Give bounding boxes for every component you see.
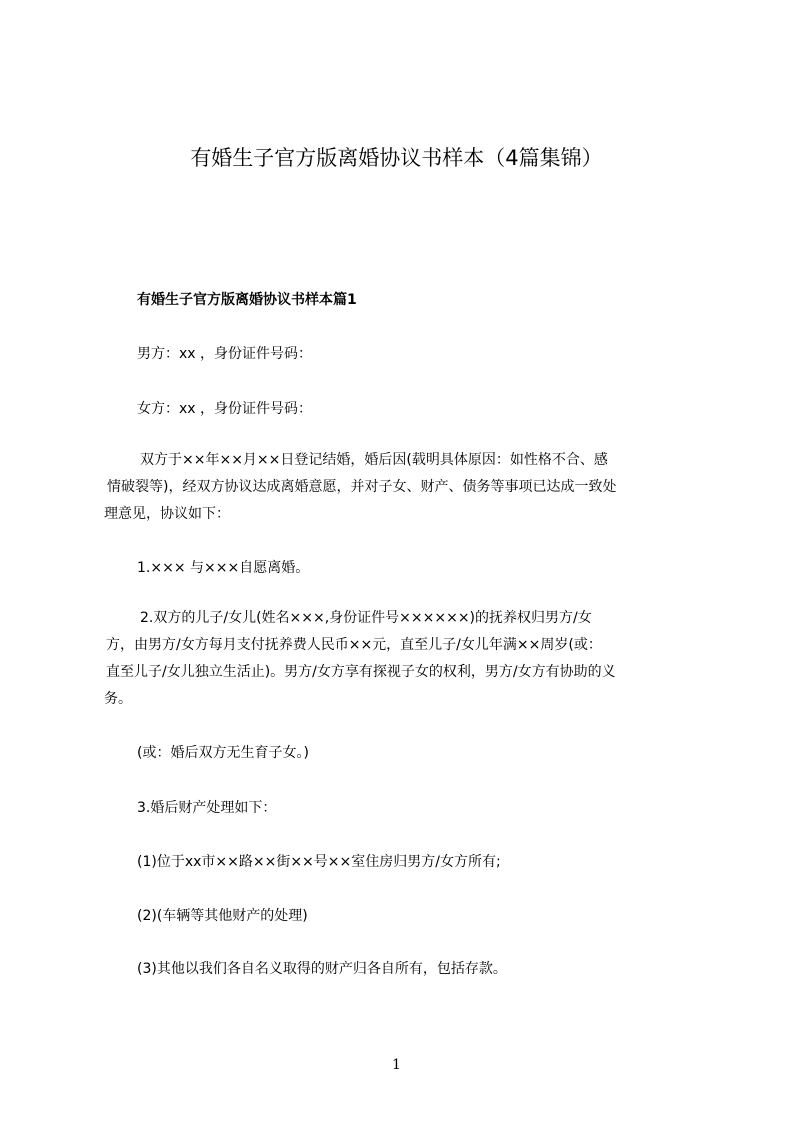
man-info-line: 男方：xx ，身份证件号码： xyxy=(137,346,313,362)
item-2-line-2: 方，由男方/女方每月支付抚养费人民币××元，直至儿子/女儿年满××周岁(或： xyxy=(106,637,602,653)
alternative-note: (或：婚后双方无生育子女。) xyxy=(137,745,309,761)
intro-line-1: 双方于××年××月××日登记结婚，婚后因(载明具体原因：如性格不合、感 xyxy=(140,452,608,468)
intro-line-2: 情破裂等)，经双方协议达成离婚意愿，并对子女、财产、债务等事项已达成一致处 xyxy=(107,479,617,495)
intro-line-3: 理意见，协议如下： xyxy=(104,506,230,522)
property-sub-item-3: (3)其他以我们各自名义取得的财产归各自所有，包括存款。 xyxy=(137,961,507,977)
item-2-line-4: 务。 xyxy=(104,691,132,707)
property-sub-item-1: (1)位于xx市××路××街××号××室住房归男方/女方所有; xyxy=(137,854,501,870)
item-2-line-1: 2.双方的儿子/女儿(姓名×××,身份证件号××××××)的抚养权归男方/女 xyxy=(140,610,592,626)
section-heading: 有婚生子官方版离婚协议书样本篇1 xyxy=(137,292,357,308)
item-2-line-3: 直至儿子/女儿独立生活止)。男方/女方享有探视子女的权利，男方/女方有协助的义 xyxy=(106,664,616,680)
page-number: 1 xyxy=(392,1057,401,1073)
woman-info-line: 女方：xx ，身份证件号码： xyxy=(137,401,313,417)
document-title: 有婚生子官方版离婚协议书样本（4篇集锦） xyxy=(190,146,603,170)
intro-paragraph xyxy=(104,447,740,528)
property-sub-item-2: (2)(车辆等其他财产的处理) xyxy=(137,908,308,924)
item-2-paragraph xyxy=(104,605,740,713)
item-3: 3.婚后财产处理如下： xyxy=(137,800,277,816)
item-1: 1.××× 与×××自愿离婚。 xyxy=(137,560,310,576)
